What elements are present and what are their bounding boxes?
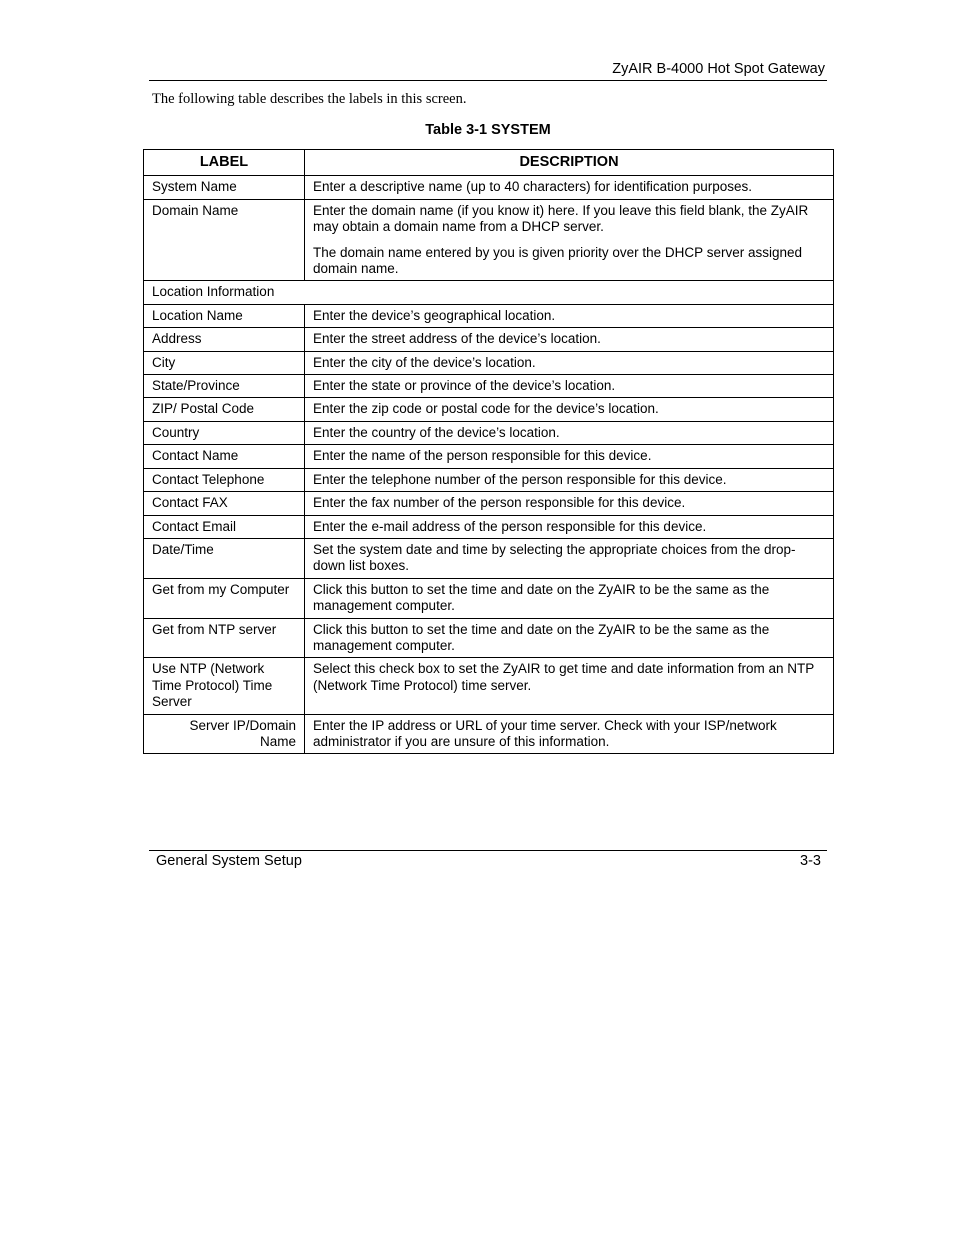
description-cell (305, 515, 834, 538)
label-cell: Location Name (144, 304, 305, 327)
description-cell (305, 421, 834, 444)
table-row (144, 445, 834, 468)
description-cell (305, 445, 834, 468)
header-rule (149, 80, 827, 81)
label-cell: Contact Name (144, 445, 305, 468)
section-label-cell: Location Information (144, 281, 834, 304)
label-cell: ZIP/ Postal Code (144, 398, 305, 421)
description-cell (305, 375, 834, 398)
description-cell (305, 714, 834, 754)
table-row (144, 304, 834, 327)
table-row (144, 714, 834, 754)
footer-rule (149, 850, 827, 851)
table-row (144, 421, 834, 444)
page-number: 3-3 (800, 853, 821, 869)
description-paragraph: Enter the device’s geographical location. (313, 307, 556, 323)
description-cell (305, 492, 834, 515)
description-cell (305, 618, 834, 658)
table-row (144, 328, 834, 351)
description-cell (305, 578, 834, 618)
description-paragraph: Enter the fax number of the person responsible for this device. (313, 495, 686, 511)
label-cell: Contact Email (144, 515, 305, 538)
label-cell: Server IP/Domain Name (144, 714, 305, 754)
table-body (144, 176, 834, 754)
system-labels-table (143, 149, 834, 754)
table-row (144, 578, 834, 618)
description-cell (305, 304, 834, 327)
table-row (144, 351, 834, 374)
description-paragraph: Enter the state or province of the device’s location. (313, 378, 616, 394)
description-paragraph: Enter the country of the device’s location. (313, 424, 560, 440)
label-cell: Date/Time (144, 538, 305, 578)
description-paragraph: Enter the city of the device’s location. (313, 354, 536, 370)
table-row (144, 538, 834, 578)
running-header-title: ZyAIR B-4000 Hot Spot Gateway (612, 61, 825, 77)
label-cell: Address (144, 328, 305, 351)
label-cell: State/Province (144, 375, 305, 398)
label-cell: Domain Name (144, 199, 305, 281)
table-header-row (144, 150, 834, 176)
table-row (144, 468, 834, 491)
description-paragraph: Click this button to set the time and date on the ZyAIR to be the same as the management computer. (313, 581, 770, 614)
description-paragraph: Enter a descriptive name (up to 40 characters) for identification purposes. (313, 179, 752, 195)
label-cell: Get from NTP server (144, 618, 305, 658)
description-cell (305, 398, 834, 421)
description-cell (305, 658, 834, 714)
description-cell (305, 351, 834, 374)
intro-paragraph: The following table describes the labels in this screen. (152, 91, 467, 107)
description-paragraph: Select this check box to set the ZyAIR to get time and date information from an NTP (Network Time Protocol) time server. (313, 661, 814, 693)
description-paragraph: Click this button to set the time and date on the ZyAIR to be the same as the management computer. (313, 621, 770, 653)
table-row (144, 199, 834, 281)
table-row (144, 492, 834, 515)
label-cell: Use NTP (Network Time Protocol) Time Server (144, 658, 305, 714)
table-row (144, 398, 834, 421)
description-paragraph: Enter the zip code or postal code for the device’s location. (313, 401, 659, 417)
description-paragraph: The domain name entered by you is given priority over the DHCP server assigned domain name. (313, 244, 802, 277)
table-section-row (144, 281, 834, 304)
table-row (144, 515, 834, 538)
table-row (144, 176, 834, 199)
description-column-header: DESCRIPTION (305, 150, 834, 176)
label-cell: Contact FAX (144, 492, 305, 515)
label-column-header: LABEL (144, 150, 305, 176)
table-row (144, 375, 834, 398)
table-row (144, 658, 834, 714)
footer-section-title: General System Setup (156, 853, 302, 869)
table-caption: Table 3-1 SYSTEM (425, 122, 551, 138)
description-cell (305, 199, 834, 281)
description-cell (305, 538, 834, 578)
description-paragraph: Enter the telephone number of the person responsible for this device. (313, 471, 727, 487)
label-cell: System Name (144, 176, 305, 199)
description-paragraph: Enter the name of the person responsible for this device. (313, 448, 652, 464)
description-paragraph: Set the system date and time by selecting the appropriate choices from the drop-down list boxes. (313, 541, 796, 574)
description-cell (305, 176, 834, 199)
description-cell (305, 468, 834, 491)
label-cell: City (144, 351, 305, 374)
label-cell: Contact Telephone (144, 468, 305, 491)
description-paragraph: Enter the IP address or URL of your time server. Check with your ISP/network administrator if you are unsure of this information. (313, 717, 777, 749)
description-paragraph: Enter the domain name (if you know it) here. If you leave this field blank, the ZyAIR may obtain a domain name from a DHCP server. (313, 202, 809, 235)
description-cell (305, 328, 834, 351)
description-paragraph: Enter the e-mail address of the person responsible for this device. (313, 518, 707, 534)
description-paragraph: Enter the street address of the device’s location. (313, 331, 601, 347)
table-row (144, 618, 834, 658)
label-cell: Get from my Computer (144, 578, 305, 618)
label-cell: Country (144, 421, 305, 444)
